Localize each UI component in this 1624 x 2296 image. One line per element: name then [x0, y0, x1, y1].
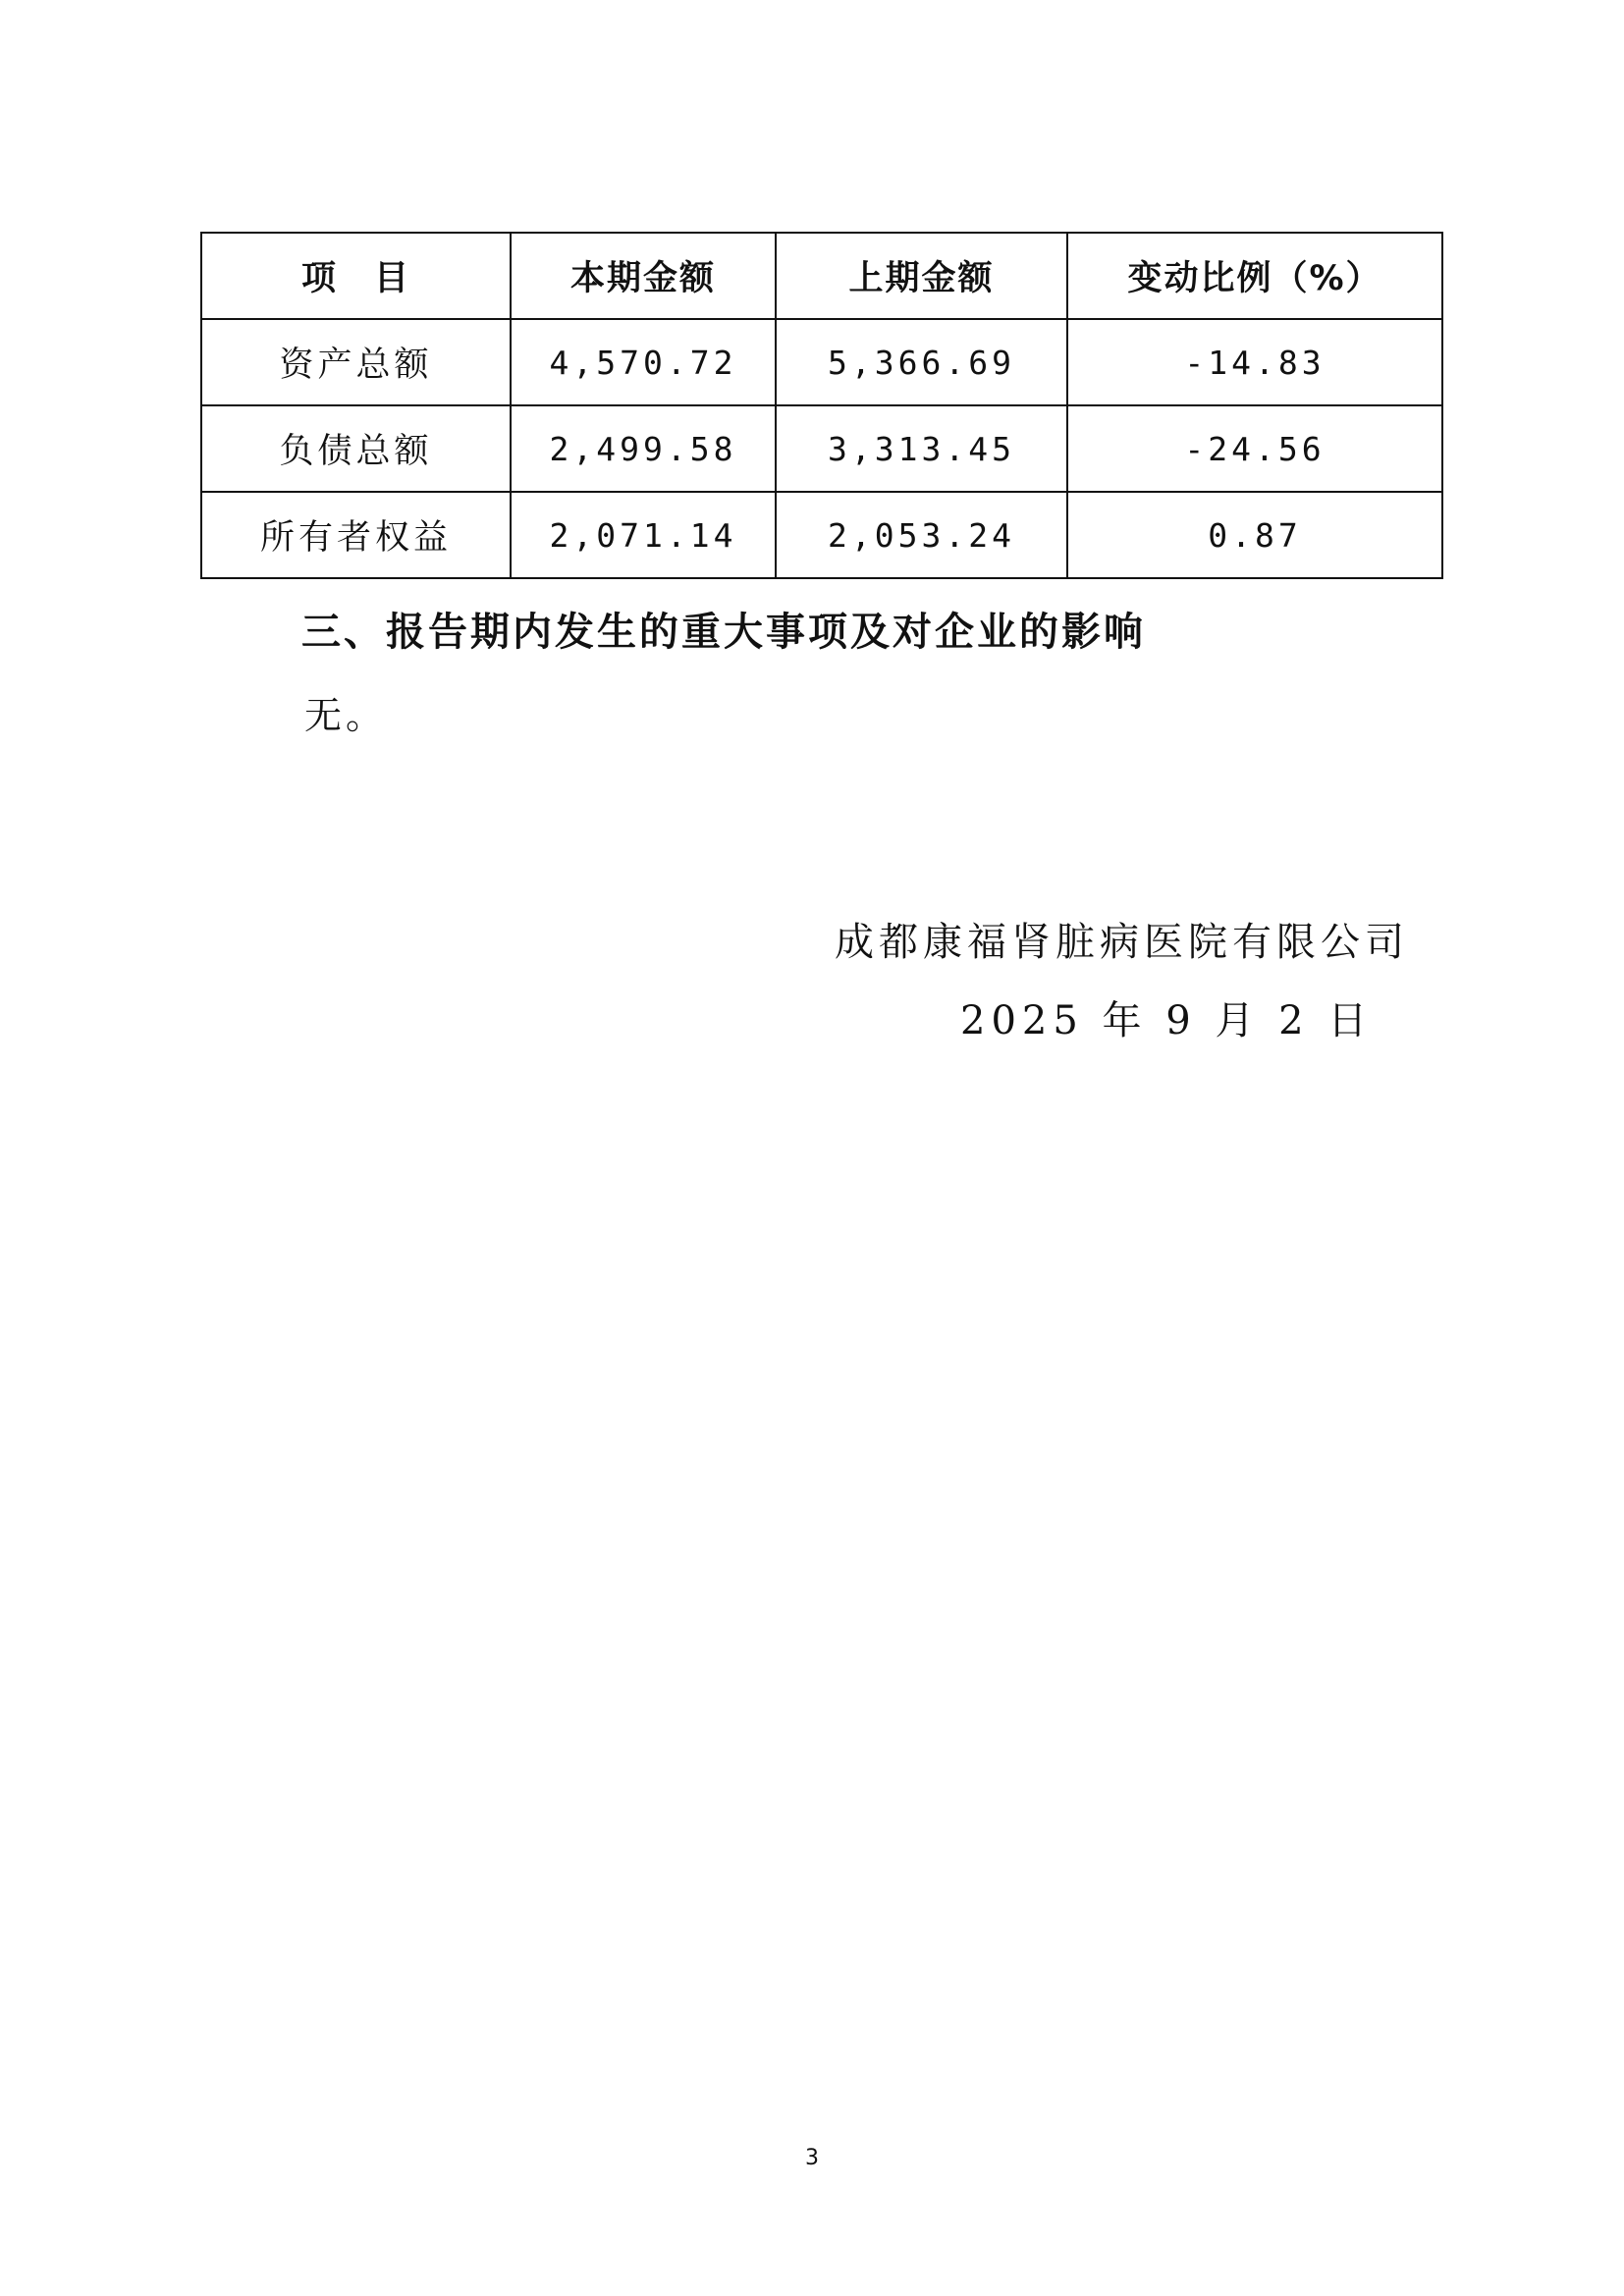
row-previous-amount: 5,366.69	[776, 319, 1067, 405]
row-item-label: 负债总额	[201, 405, 511, 492]
row-current-amount: 2,071.14	[511, 492, 776, 578]
section-body: 无。	[304, 694, 388, 737]
row-item-label: 资产总额	[201, 319, 511, 405]
financial-summary-table	[200, 232, 1443, 579]
header-current-amount: 本期金额	[511, 233, 776, 319]
table-row	[201, 405, 1442, 492]
signature-date: 2025 年 9 月 2 日	[960, 998, 1374, 1043]
header-change-ratio: 变动比例（%）	[1067, 233, 1442, 319]
row-current-amount: 4,570.72	[511, 319, 776, 405]
table-row	[201, 319, 1442, 405]
table-row	[201, 492, 1442, 578]
row-change-ratio: -14.83	[1067, 319, 1442, 405]
header-item: 项 目	[201, 233, 511, 319]
page-number: 3	[805, 2146, 819, 2170]
section-heading: 三、报告期内发生的重大事项及对企业的影响	[301, 610, 1146, 655]
row-current-amount: 2,499.58	[511, 405, 776, 492]
signature-organization: 成都康福肾脏病医院有限公司	[835, 920, 1409, 965]
row-previous-amount: 2,053.24	[776, 492, 1067, 578]
row-previous-amount: 3,313.45	[776, 405, 1067, 492]
table-header-row	[201, 233, 1442, 319]
header-previous-amount: 上期金额	[776, 233, 1067, 319]
row-item-label: 所有者权益	[201, 492, 511, 578]
row-change-ratio: 0.87	[1067, 492, 1442, 578]
row-change-ratio: -24.56	[1067, 405, 1442, 492]
